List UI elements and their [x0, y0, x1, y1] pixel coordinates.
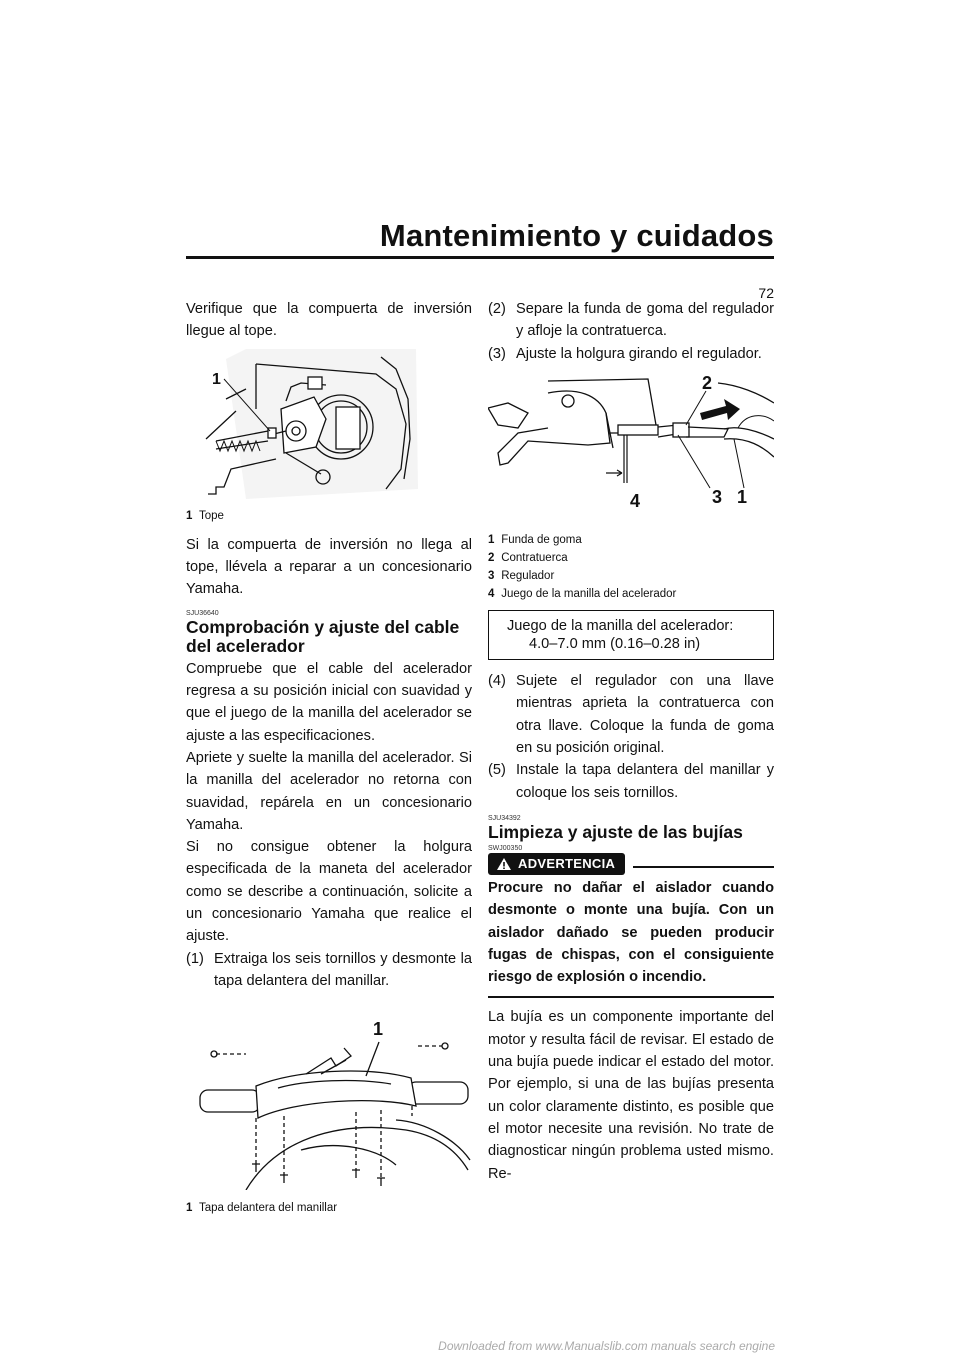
warning-badge — [488, 853, 625, 875]
warning-code: SWJ00350 — [488, 844, 523, 852]
step-4 — [488, 670, 774, 759]
fig3-callout-4: 4 — [630, 490, 641, 511]
step-1-text: Extraiga los seis tornillos y desmonte la tapa delantera del manillar. — [214, 950, 472, 989]
spec-box — [488, 610, 774, 660]
fig3-caption-4 — [488, 586, 774, 602]
warning-text: Procure no dañar el aislador cuando desmonte o monte una bujía. Con un aislador dañado se pueden producir fugas de chispas, con el consiguiente riesgo de explosión o incendio. — [488, 879, 774, 986]
step-1-number: (1) — [186, 950, 204, 967]
figure-throttle-lever — [488, 373, 774, 602]
section-code: SJU36640 — [186, 609, 219, 617]
step-5 — [488, 759, 774, 804]
warning-header — [488, 853, 774, 875]
fig1-caption-text: Tope — [199, 509, 224, 522]
figure-reverse-gate — [186, 349, 472, 524]
step-2 — [488, 298, 774, 343]
warning-icon — [496, 857, 512, 871]
fig2-caption-num: 1 — [186, 1201, 193, 1214]
fig3-caption-4-text: Juego de la manilla del acelerador — [501, 588, 677, 601]
step-3 — [488, 343, 774, 365]
fig3-caption-3-num: 3 — [488, 570, 495, 583]
warning-label: ADVERTENCIA — [518, 855, 616, 871]
intro-paragraph: Verifique que la compuerta de inversión llegue al tope. — [186, 301, 472, 340]
figure-handlebar-cover — [186, 1000, 472, 1215]
fig3-caption-1-text: Funda de goma — [501, 534, 582, 547]
step-5-number: (5) — [488, 762, 506, 779]
spark-plug-paragraph: La bujía es un componente importante del motor y resulta fácil de revisar. El estado de una bujía puede indicar el estado del motor. Por ejemplo, si una de las bujías presenta un color claramente distinto, es posible que el motor necesite una revisión. No trate de diagnosticar ningún problema usted mismo. Re- — [488, 1009, 774, 1182]
fig3-callout-3: 3 — [712, 486, 723, 507]
left-column — [186, 298, 472, 1216]
fig2-caption — [186, 1200, 472, 1216]
throttle-para-1: Compruebe que el cable del acelerador regresa a su posición inicial con suavidad y que el juego de la manilla del acelerador se ajuste a las especificaciones. — [186, 660, 472, 744]
fig3-caption-1 — [488, 532, 774, 548]
step-3-text: Ajuste la holgura girando el regulador. — [516, 345, 762, 362]
throttle-para-3: Si no consigue obtener la holgura especificada de la maneta del acelerador como se describe a continuación, solicite a un concesionario Yamaha que realice el ajuste. — [186, 839, 472, 945]
step-3-number: (3) — [488, 345, 506, 362]
page-title: Mantenimiento y cuidados — [379, 218, 774, 253]
after-fig1-paragraph: Si la compuerta de inversión no llega al tope, llévela a reparar a un concesionario Yamaha. — [186, 536, 472, 598]
fig1-caption-num: 1 — [186, 509, 193, 522]
right-column — [488, 298, 774, 1185]
fig3-caption-3-text: Regulador — [501, 570, 555, 583]
fig2-callout: 1 — [373, 1019, 384, 1040]
fig3-caption-2 — [488, 550, 774, 566]
spark-section-code: SJU34392 — [488, 814, 521, 822]
fig3-caption-4-num: 4 — [488, 588, 495, 601]
step-2-number: (2) — [488, 301, 506, 317]
section-title-throttle: Comprobación y ajuste del cable del acelerador — [186, 616, 460, 656]
section-title-spark-plugs: Limpieza y ajuste de las bujías — [488, 821, 743, 842]
fig3-caption-3 — [488, 568, 774, 584]
header-rule — [186, 256, 774, 259]
throttle-para-2: Apriete y suelte la manilla del acelerador. Si la manilla del acelerador no retorna con suavidad, repárela en un concesionario Yamaha. — [186, 749, 472, 833]
fig3-caption-1-num: 1 — [488, 534, 495, 547]
throttle-lever-illustration — [488, 373, 774, 523]
step-2-text: Separe la funda de goma del regulador y afloje la contratuerca. — [516, 301, 774, 340]
spec-label: Juego de la manilla del acelerador: — [507, 618, 734, 635]
footer-watermark: Downloaded from www.Manualslib.com manuals search engine — [438, 1339, 775, 1353]
step-5-text: Instale la tapa delantera del manillar y coloque los seis tornillos. — [516, 762, 774, 801]
reverse-gate-illustration — [186, 349, 472, 499]
fig3-caption-2-text: Contratuerca — [501, 552, 568, 565]
fig3-caption-2-num: 2 — [488, 552, 495, 565]
fig2-caption-text: Tapa delantera del manillar — [199, 1201, 338, 1214]
spec-value: 4.0–7.0 mm (0.16–0.28 in) — [529, 636, 701, 653]
page-number: 72 — [758, 285, 774, 301]
fig3-callout-1: 1 — [737, 486, 748, 507]
step-4-number: (4) — [488, 673, 506, 690]
fig3-callout-2: 2 — [702, 372, 713, 393]
handlebar-cover-illustration — [186, 1000, 472, 1190]
warning-end-rule — [488, 996, 774, 998]
fig1-callout: 1 — [212, 370, 221, 388]
fig1-caption — [186, 508, 472, 524]
step-4-text: Sujete el regulador con una llave mientras aprieta la contratuerca con otra llave. Coloque la funda de goma en su posición original. — [516, 673, 774, 757]
warning-rule — [633, 866, 774, 868]
step-1 — [186, 948, 472, 993]
